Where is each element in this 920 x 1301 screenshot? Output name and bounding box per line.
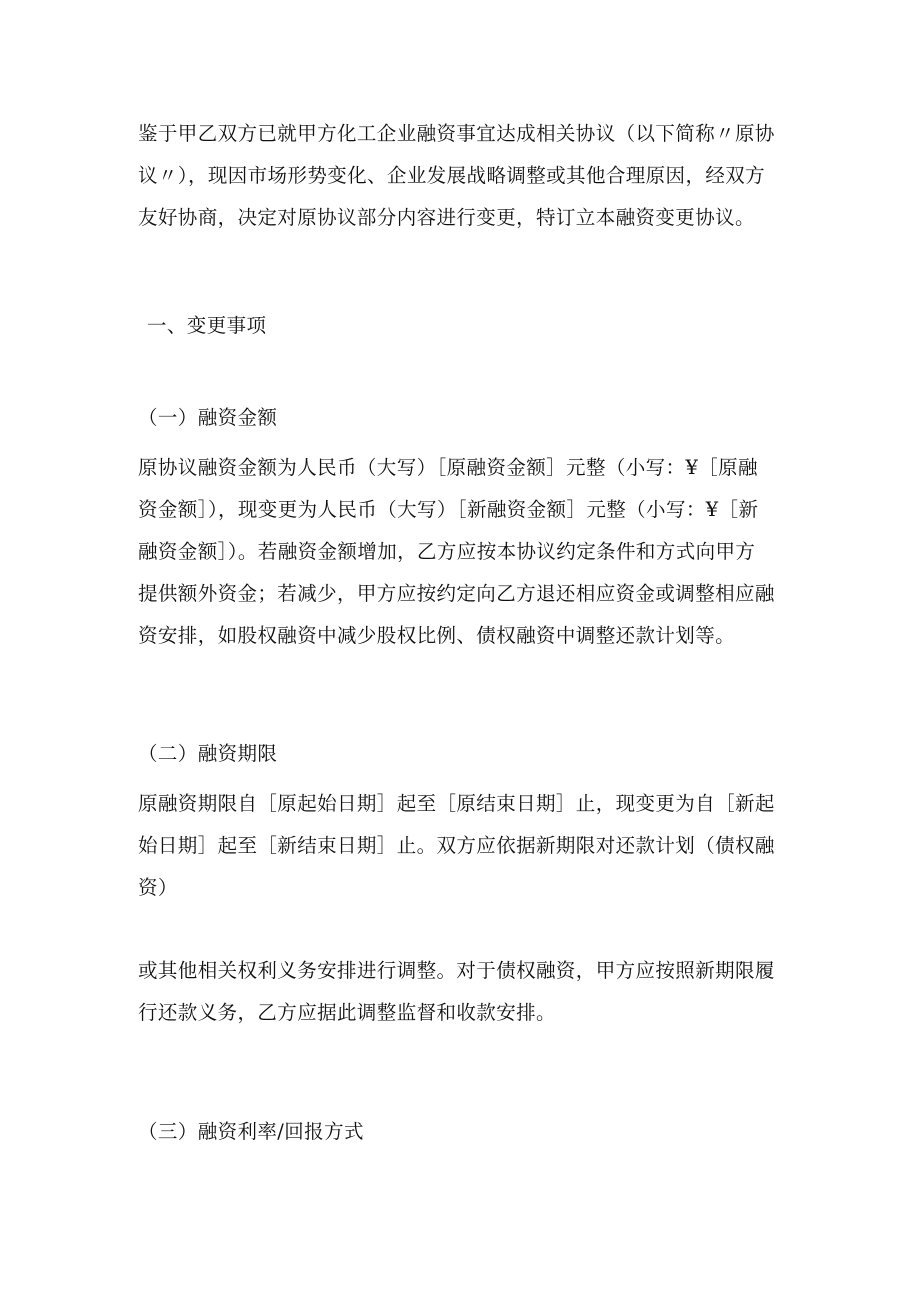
subsection-heading-amount: （一）融资金额: [138, 406, 278, 429]
intro-paragraph: [138, 113, 788, 239]
section-heading-changes: 一、变更事项: [147, 314, 267, 337]
intro-line: 友好协商，决定对原协议部分内容进行变更，特订立本融资变更协议。: [138, 206, 755, 229]
amount-line: 提供额外资金；若减少，甲方应按约定向乙方退还相应资金或调整相应融: [138, 582, 775, 605]
intro-line: 鉴于甲乙双方已就甲方化工企业融资事宜达成相关协议（以下简称〃原协: [138, 122, 775, 145]
term-line: 始日期］起至［新结束日期］止。双方应依据新期限对还款计划（债权融: [138, 834, 775, 857]
term-continuation-line: 或其他相关权利义务安排进行调整。对于债权融资，甲方应按照新期限履: [138, 959, 775, 982]
amount-line: 资金额］），现变更为人民币（大写）［新融资金额］元整（小写：¥［新: [138, 498, 759, 521]
term-continuation-paragraph: [138, 950, 788, 1034]
subsection-heading-rate: （三）融资利率/回报方式: [138, 1120, 364, 1143]
term-line: 原融资期限自［原起始日期］起至［原结束日期］止，现变更为自［新起: [138, 792, 775, 815]
subsection-heading-term: （二）融资期限: [138, 742, 278, 765]
term-line: 资）: [138, 876, 178, 899]
intro-line: 议〃），现因市场形势变化、企业发展战略调整或其他合理原因，经双方: [138, 164, 766, 187]
amount-paragraph: [138, 447, 788, 657]
amount-line: 融资金额］）。若融资金额增加，乙方应按本协议约定条件和方式向甲方: [138, 540, 756, 563]
term-paragraph: [138, 783, 788, 909]
amount-line: 资安排，如股权融资中减少股权比例、债权融资中调整还款计划等。: [138, 624, 736, 647]
term-continuation-line: 行还款义务，乙方应据此调整监督和收款安排。: [138, 1001, 556, 1024]
amount-line: 原协议融资金额为人民币（大写）［原融资金额］元整（小写：¥［原融: [138, 456, 758, 479]
